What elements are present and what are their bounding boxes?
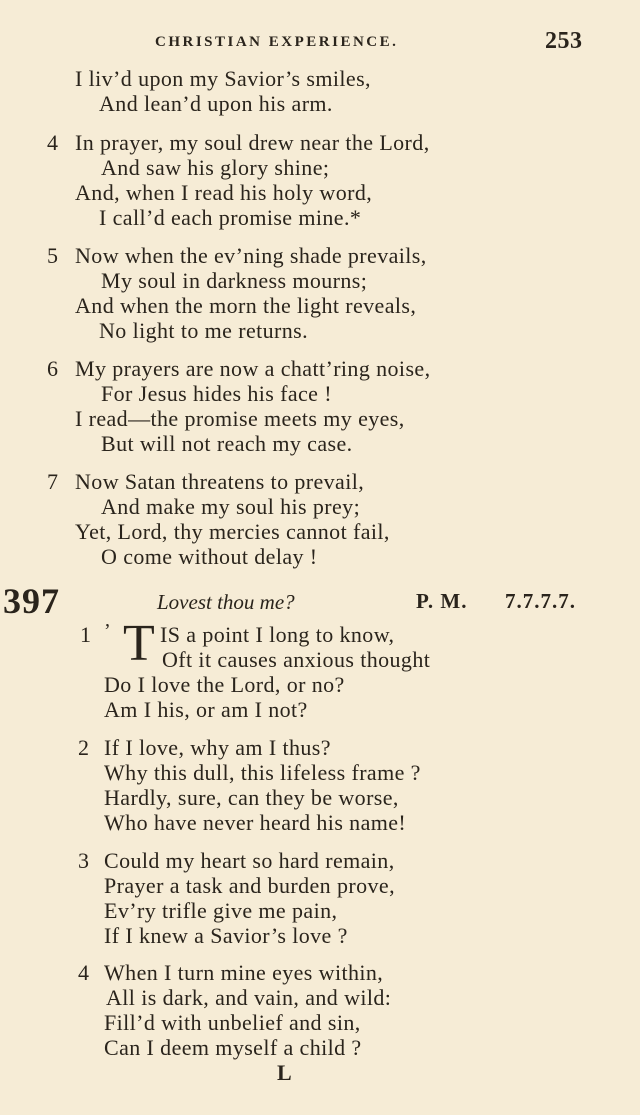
printer-signature-mark: L [277,1060,292,1085]
stanza-number: 6 [47,356,58,381]
verse-line: Yet, Lord, thy mercies cannot fail, [75,519,390,544]
verse-line: If I love, why am I thus? [104,735,331,760]
hymn-meter: 7.7.7.7. [505,589,576,613]
verse-line: Am I his, or am I not? [104,697,308,722]
verse-line: No light to me returns. [99,318,309,343]
verse-line: Ev’ry trifle give me pain, [104,898,338,923]
verse-line: My soul in darkness mourns; [101,268,368,293]
stanza-number: 7 [47,469,58,494]
hymn-number: 397 [3,581,60,621]
verse-line: My prayers are now a chatt’ring noise, [75,356,431,381]
verse-line: Do I love the Lord, or no? [104,672,345,697]
drop-cap: T [123,615,155,672]
verse-line: In prayer, my soul drew near the Lord, [75,130,430,155]
verse-line: Could my heart so hard remain, [104,848,395,873]
verse-line: Prayer a task and burden prove, [104,873,395,898]
verse-line: If I knew a Savior’s love ? [104,923,348,948]
verse-line: For Jesus hides his face ! [101,381,332,406]
verse-line: Now when the ev’ning shade prevails, [75,243,427,268]
opening-quote-mark: ’ [104,620,112,642]
verse-line: I call’d each promise mine.* [99,205,362,230]
verse-line: When I turn mine eyes within, [104,960,384,985]
hymn-title: Lovest thou me? [157,590,295,614]
verse-line: Oft it causes anxious thought [162,647,431,672]
verse-line: Now Satan threatens to prevail, [75,469,365,494]
verse-line: And make my soul his prey; [101,494,361,519]
verse-line: Why this dull, this lifeless frame ? [104,760,421,785]
stanza-number: 4 [78,960,89,985]
stanza-number: 4 [47,130,58,155]
verse-line: Hardly, sure, can they be worse, [104,785,399,810]
verse-line: I read—the promise meets my eyes, [75,406,405,431]
page-number: 253 [545,28,583,54]
verse-line: IS a point I long to know, [160,622,395,647]
verse-line: And lean’d upon his arm. [99,91,333,116]
verse-line: O come without delay ! [101,544,318,569]
verse-line: And, when I read his holy word, [75,180,373,205]
verse-line: I liv’d upon my Savior’s smiles, [75,66,371,91]
verse-line: Who have never heard his name! [104,810,407,835]
stanza-number: 1 [80,622,91,647]
stanza-number: 5 [47,243,58,268]
hymn-meter-label: P. M. [416,589,468,613]
stanza-number: 2 [78,735,89,760]
verse-line: And when the morn the light reveals, [75,293,417,318]
verse-line: Fill’d with unbelief and sin, [104,1010,361,1035]
verse-line: But will not reach my case. [101,431,353,456]
verse-line: And saw his glory shine; [101,155,330,180]
verse-line: All is dark, and vain, and wild: [106,985,392,1010]
verse-line: Can I deem myself a child ? [104,1035,362,1060]
stanza-number: 3 [78,848,89,873]
running-header: CHRISTIAN EXPERIENCE. [155,34,399,50]
